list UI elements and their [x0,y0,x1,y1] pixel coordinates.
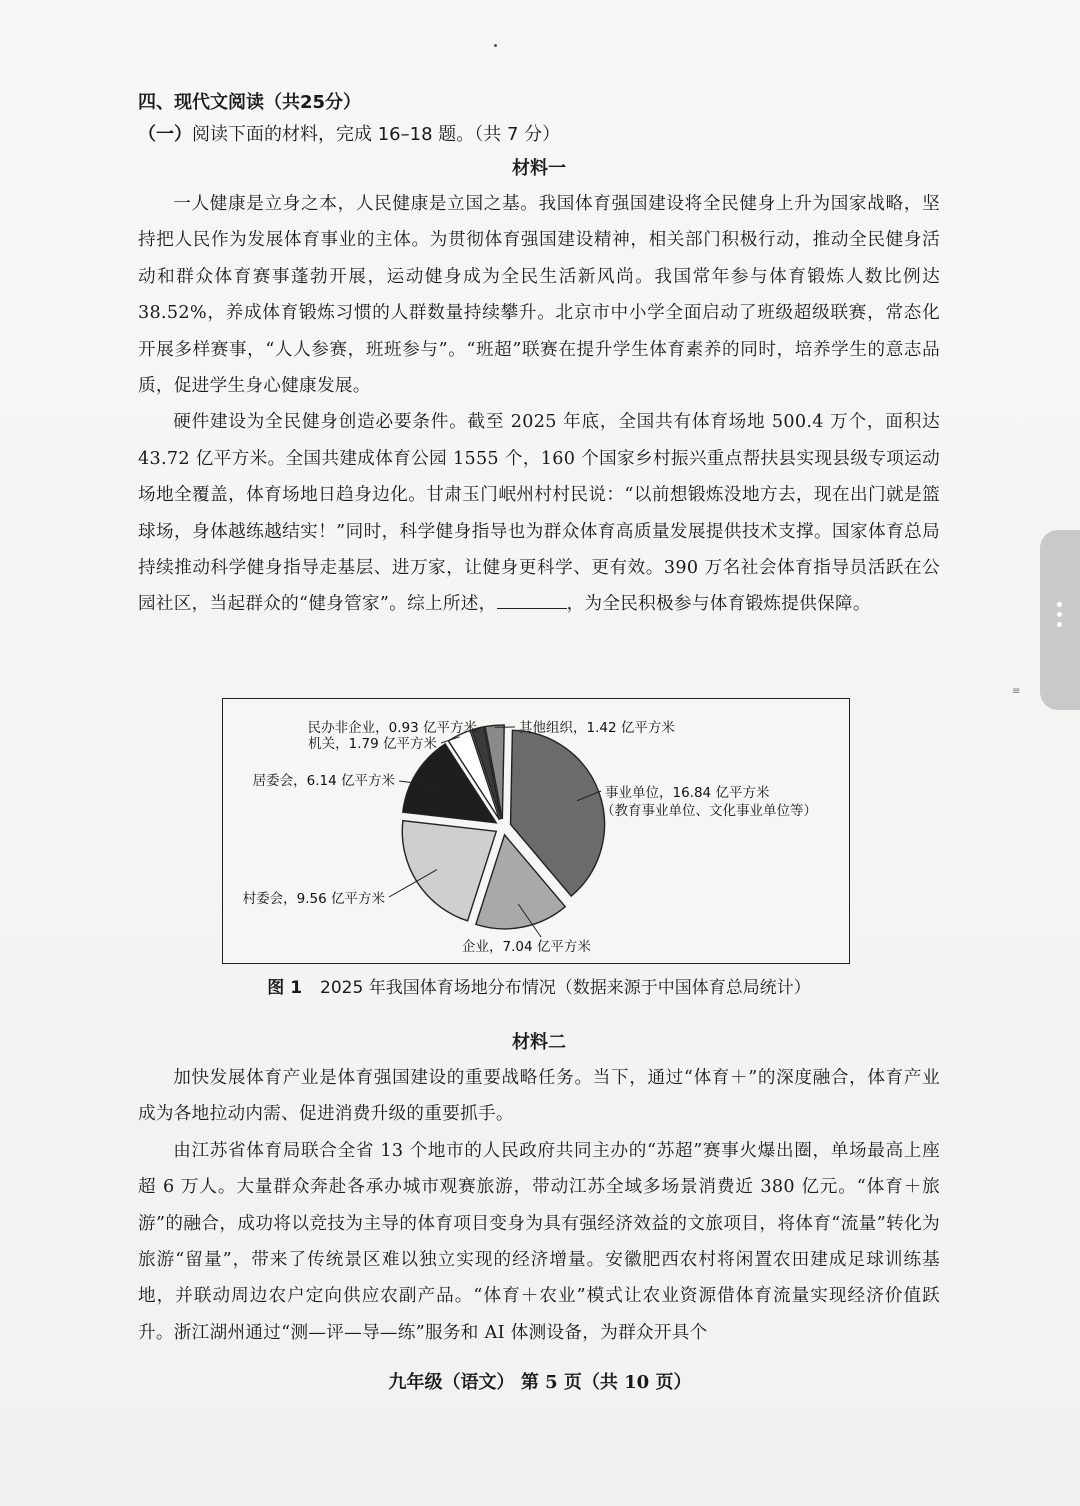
material2-title: 材料二 [512,1032,566,1053]
page-footer: 九年级（语文） 第 5 页（共 10 页） [388,1372,692,1393]
paragraph-text-after-blank: ，为全民积极参与体育锻炼提供保障。 [566,594,871,615]
label-shiye: 事业单位，16.84 亿平方米 [605,785,770,801]
material2-paragraph-2: 由江苏省体育局联合全省 13 个地市的人民政府共同主办的“苏超”赛事火爆出圈，单场最高上座超 6 万人。大量群众奔赴各承办城市观赛旅游，带动江苏全域多场景消费近 380 亿元。“体育＋旅游”的融合，成功将以竞技为主导的体育项目变身为具有强经济效益的文旅项目，将体育“流量”转化为旅游“留量”，带来了传统景区难以独立实现的经济增量。安徽肥西农村将闲置农田建成足球训练基地，并联动周边农户定向供应农副产品。“体育＋农业”模式让农业资源借体育流量实现经济价值跃升。浙江湖州通过“测—评—导—练”服务和 AI 体测设备，为群众开具个 [138,1140,940,1343]
subsection-title [138,118,940,152]
material1-title: 材料一 [512,158,566,179]
material2-content [138,1026,940,1351]
menu-lines-icon: ≡ [1012,686,1021,697]
fill-in-blank [497,591,567,610]
figure-caption-text: 2025 年我国体育场地分布情况（数据来源于中国体育总局统计） [320,978,811,998]
material1-paragraph-1: 一人健康是立身之本，人民健康是立国之基。我国体育强国建设将全民健身上升为国家战略，坚持把人民作为发展体育事业的主体。为贯彻体育强国建设精神，相关部门积极行动，推动全民健身活动和群众体育赛事蓬勃开展，运动健身成为全民生活新风尚。我国常年参与体育锻炼人数比例达 38.52%，养成体育锻炼习惯的人群数量持续攀升。北京市中小学全面启动了班级超级联赛，常态化开展多样赛事，“人人参赛，班班参与”。“班超”联赛在提升学生体育素养的同时，培养学生的意志品质，促进学生身心健康发展。 [138,194,940,397]
paragraph-text-before-blank: 硬件建设为全民健身创造必要条件。截至 2025 年底，全国共有体育场地 500.4 万个，面积达 43.72 亿平方米。全国共建成体育公园 1555 个，160 个国家乡村振兴重点帮扶县实现县级专项运动场地全覆盖，体育场地日趋身边化。甘肃玉门岷州村村民说：“以前想锻炼没地方去，现在出门就是篮球场，身体越练越结实！”同时，科学健身指导也为群众体育高质量发展提供技术支撑。国家体育总局持续推动科学健身指导走基层、进万家，让健身更科学、更有效。390 万名社会体育指导员活跃在公园社区，当起群众的“健身管家”。综上所述， [138,412,940,615]
figure-caption [138,974,940,1002]
label-juweihui: 居委会，6.14 亿平方米 [252,773,395,789]
label-minban: 民办非企业，0.93 亿平方米 [307,720,477,736]
pie-chart [223,699,849,963]
section-title: 四、现代文阅读（共25分） [138,92,362,113]
more-vertical-icon[interactable] [1057,602,1063,632]
label-cunweihui: 村委会，9.56 亿平方米 [242,891,385,907]
figure-number: 图 1 [267,978,303,998]
subsection-mark: （一） [138,124,192,145]
subsection-text: 阅读下面的材料，完成 16–18 题。（共 7 分） [192,124,561,145]
side-drawer-handle[interactable] [1040,530,1080,710]
label-qita: 其他组织，1.42 亿平方米 [519,720,675,736]
material1-paragraph-2 [138,404,940,622]
label-shiye-note: （教育事业单位、文化事业单位等） [601,803,817,819]
label-jiguan: 机关，1.79 亿平方米 [308,736,437,752]
label-qiye: 企业，7.04 亿平方米 [462,939,591,955]
pie-chart-figure [222,698,850,964]
section-content [138,88,940,623]
material2-paragraph-1: 加快发展体育产业是体育强国建设的重要战略任务。当下，通过“体育＋”的深度融合，体育产业成为各地拉动内需、促进消费升级的重要抓手。 [138,1068,940,1125]
scan-speck [494,44,497,47]
